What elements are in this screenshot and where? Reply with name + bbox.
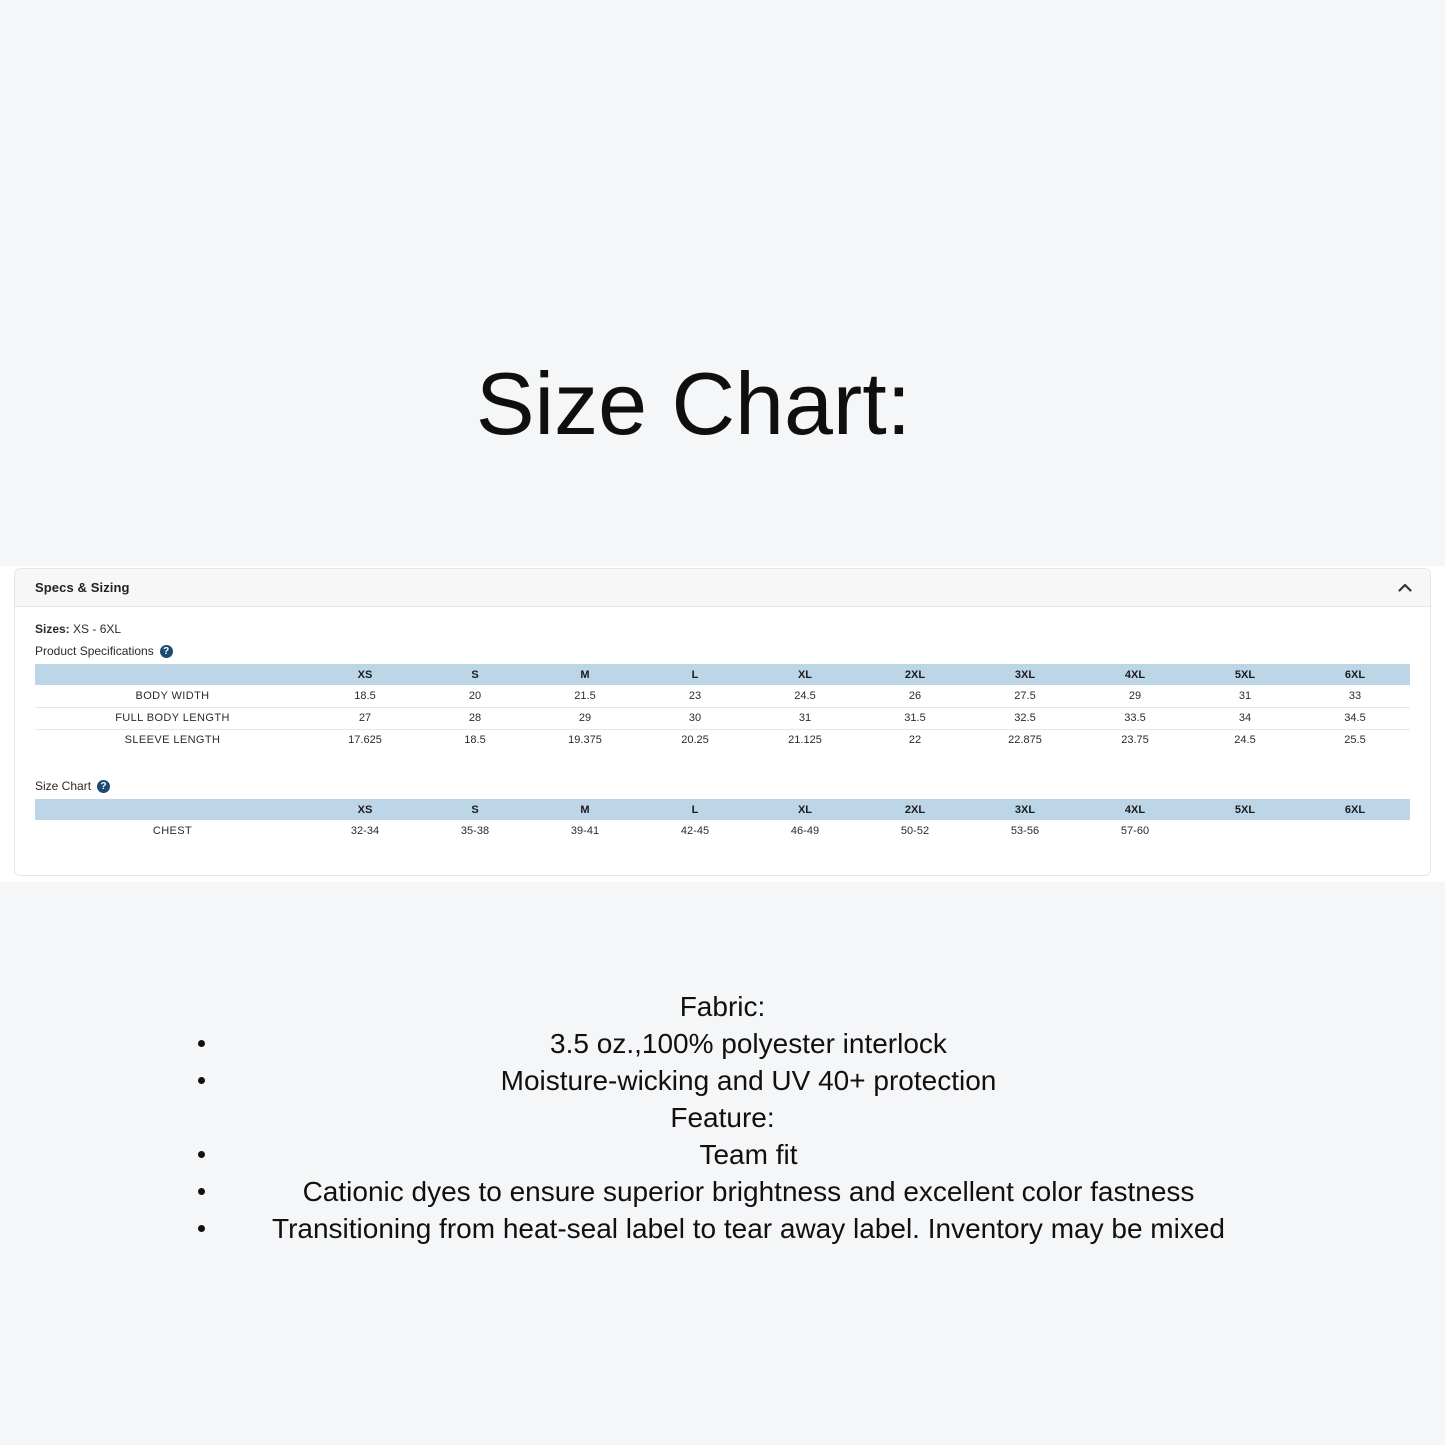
size-column-header: 5XL bbox=[1190, 799, 1300, 820]
row-label-header-cell bbox=[35, 799, 310, 820]
table-cell: 19.375 bbox=[530, 729, 640, 751]
panel-body bbox=[15, 607, 1430, 842]
size-column-header: XS bbox=[310, 799, 420, 820]
panel-title: Specs & Sizing bbox=[35, 580, 130, 595]
table-cell: 29 bbox=[1128, 689, 1142, 702]
size-column-header: M bbox=[530, 664, 640, 685]
fabric-list bbox=[212, 1025, 1285, 1099]
table-cell: 32-34 bbox=[350, 825, 380, 837]
row-label: BODY WIDTH bbox=[135, 689, 210, 702]
table-cell: 24.5 bbox=[1190, 729, 1300, 751]
table-cell: 50-52 bbox=[900, 825, 930, 837]
row-label: FULL BODY LENGTH bbox=[35, 707, 310, 729]
specs-section bbox=[0, 566, 1445, 882]
table-cell: 17.625 bbox=[310, 729, 420, 751]
size-chart-label: Size Chart bbox=[35, 779, 92, 793]
sizes-label: Sizes: bbox=[35, 622, 70, 636]
table-cell: 27.5 bbox=[1014, 689, 1036, 702]
help-icon[interactable]: ? bbox=[97, 780, 110, 793]
product-specifications-line bbox=[35, 644, 1410, 658]
size-column-header: 5XL bbox=[1190, 664, 1300, 685]
table-cell: 31.5 bbox=[860, 707, 970, 729]
table-cell: 42-45 bbox=[680, 825, 710, 837]
table-cell: 53-56 bbox=[1010, 825, 1040, 837]
specs-sizing-panel bbox=[14, 568, 1431, 876]
table-cell: 20.25 bbox=[640, 729, 750, 751]
size-column-header: 2XL bbox=[860, 664, 970, 685]
table-cell: 18.5 bbox=[354, 689, 376, 702]
table-cell: 33 bbox=[1348, 689, 1362, 702]
feature-heading: Feature: bbox=[670, 1102, 775, 1133]
list-item: Transitioning from heat-seal label to tear away label. Inventory may be mixed bbox=[212, 1210, 1285, 1247]
table-cell: 31 bbox=[1238, 689, 1252, 702]
list-item: Team fit bbox=[212, 1136, 1285, 1173]
table-cell: 31 bbox=[750, 707, 860, 729]
table-cell: 33.5 bbox=[1080, 707, 1190, 729]
row-label-header-cell bbox=[35, 664, 310, 685]
table-cell: 35-38 bbox=[460, 825, 490, 837]
list-item: Moisture-wicking and UV 40+ protection bbox=[212, 1062, 1285, 1099]
size-column-header: 6XL bbox=[1300, 799, 1410, 820]
table-cell: 23.75 bbox=[1080, 729, 1190, 751]
sizes-value: XS - 6XL bbox=[73, 622, 122, 636]
size-chart-line bbox=[35, 779, 1410, 793]
table-cell: 30 bbox=[640, 707, 750, 729]
size-chart-table bbox=[35, 799, 1410, 842]
row-label: CHEST bbox=[152, 825, 193, 837]
size-column-header: XL bbox=[750, 664, 860, 685]
help-icon[interactable]: ? bbox=[160, 645, 173, 658]
size-column-header: S bbox=[420, 664, 530, 685]
table-cell: 22 bbox=[860, 729, 970, 751]
collapse-panel-button[interactable] bbox=[1396, 578, 1414, 597]
size-column-header: 4XL bbox=[1080, 799, 1190, 820]
table-cell: 57-60 bbox=[1120, 825, 1150, 837]
table-cell: 21.5 bbox=[574, 689, 596, 702]
table-cell bbox=[1300, 820, 1410, 842]
list-item: Cationic dyes to ensure superior brightness and excellent color fastness bbox=[212, 1173, 1285, 1210]
product-details-text bbox=[0, 988, 1445, 1247]
table-cell: 26 bbox=[908, 689, 922, 702]
product-specifications-table bbox=[35, 664, 1410, 751]
table-cell: 25.5 bbox=[1300, 729, 1410, 751]
table-row bbox=[35, 707, 1410, 729]
size-column-header: L bbox=[640, 799, 750, 820]
table-cell: 29 bbox=[530, 707, 640, 729]
table-cell: 34.5 bbox=[1300, 707, 1410, 729]
row-label: SLEEVE LENGTH bbox=[35, 729, 310, 751]
table-cell bbox=[1190, 820, 1300, 842]
table-cell: 28 bbox=[420, 707, 530, 729]
fabric-heading: Fabric: bbox=[679, 991, 766, 1022]
table-row bbox=[35, 820, 1410, 842]
product-specifications-label: Product Specifications bbox=[35, 644, 154, 658]
size-column-header: S bbox=[420, 799, 530, 820]
table-cell: 22.875 bbox=[970, 729, 1080, 751]
sizes-range-line bbox=[35, 622, 1410, 636]
table-cell: 20 bbox=[468, 689, 482, 702]
size-column-header: XS bbox=[310, 664, 420, 685]
table-row bbox=[35, 729, 1410, 751]
size-column-header: 2XL bbox=[860, 799, 970, 820]
size-column-header: L bbox=[640, 664, 750, 685]
table-cell: 23 bbox=[688, 689, 702, 702]
size-column-header: 3XL bbox=[970, 664, 1080, 685]
size-column-header: 3XL bbox=[970, 799, 1080, 820]
table-cell: 34 bbox=[1190, 707, 1300, 729]
table-cell: 39-41 bbox=[570, 825, 600, 837]
page-title: Size Chart: bbox=[475, 354, 912, 453]
size-column-header: 6XL bbox=[1300, 664, 1410, 685]
table-cell: 27 bbox=[310, 707, 420, 729]
table-cell: 21.125 bbox=[750, 729, 860, 751]
table-cell: 32.5 bbox=[970, 707, 1080, 729]
chevron-up-icon bbox=[1398, 580, 1412, 595]
table-cell: 46-49 bbox=[790, 825, 820, 837]
feature-list bbox=[212, 1136, 1285, 1247]
table-row bbox=[35, 685, 1410, 707]
table-cell: 18.5 bbox=[420, 729, 530, 751]
size-column-header: 4XL bbox=[1080, 664, 1190, 685]
panel-header bbox=[15, 569, 1430, 607]
table-header-row bbox=[35, 799, 1410, 820]
table-cell: 24.5 bbox=[794, 689, 816, 702]
list-item: 3.5 oz.,100% polyester interlock bbox=[212, 1025, 1285, 1062]
table-header-row bbox=[35, 664, 1410, 685]
size-column-header: M bbox=[530, 799, 640, 820]
size-column-header: XL bbox=[750, 799, 860, 820]
